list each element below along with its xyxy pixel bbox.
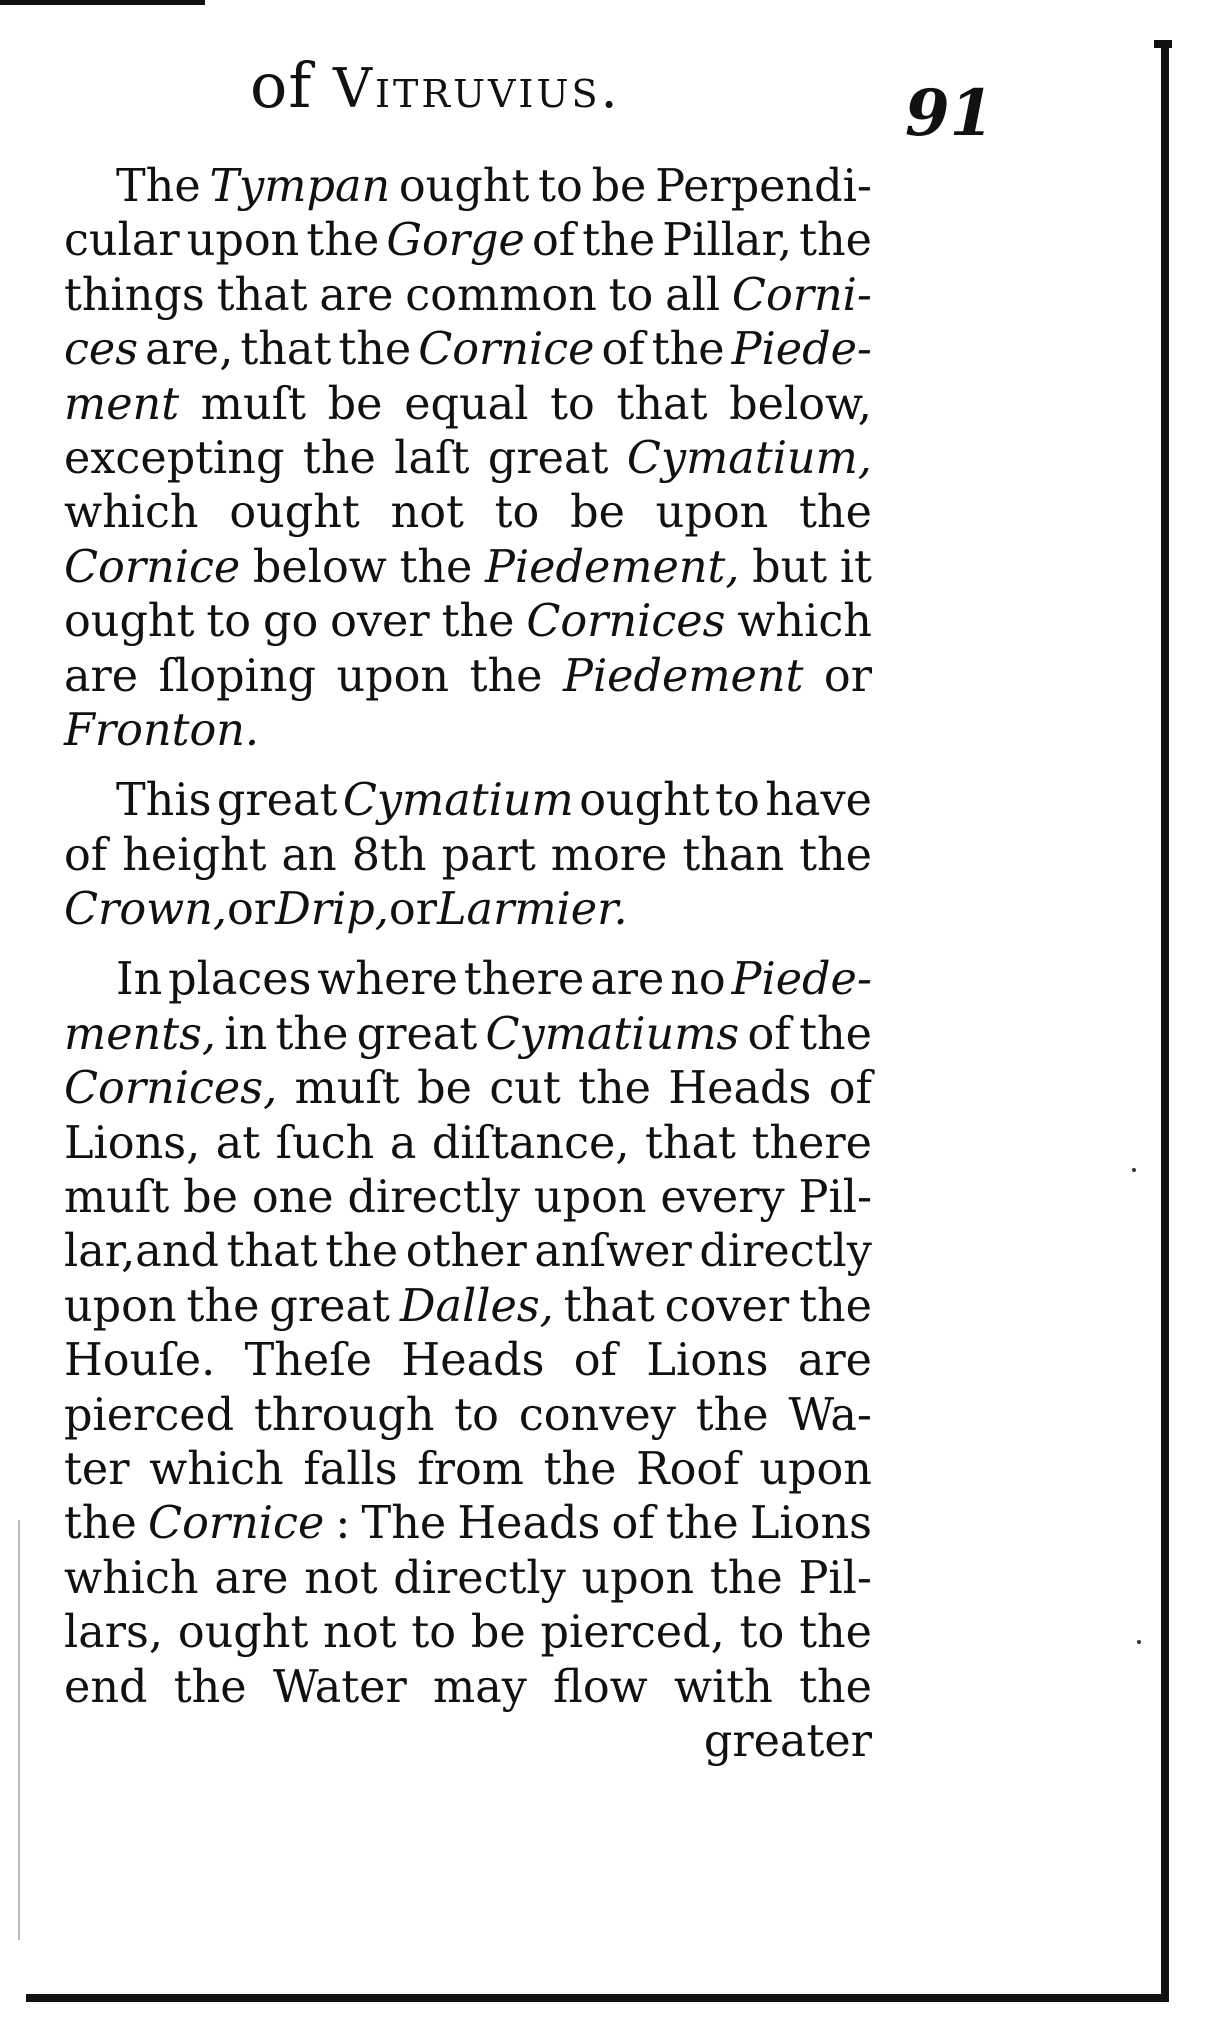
text-line: [64, 432, 872, 486]
word: from: [417, 1443, 524, 1495]
word: common: [405, 269, 597, 321]
word: directly: [393, 1552, 566, 1604]
word: Cornices,: [64, 1063, 278, 1115]
word: but: [752, 541, 828, 593]
word: Piedement: [563, 650, 804, 702]
word: The: [116, 161, 201, 212]
word: ments,: [64, 1008, 217, 1060]
word: Tympan: [209, 161, 391, 212]
word: the: [186, 1280, 260, 1332]
word: great: [356, 1008, 478, 1060]
word: the: [543, 1443, 617, 1495]
word: are: [319, 269, 394, 321]
word: directly: [347, 1172, 521, 1224]
word: the: [306, 215, 380, 267]
text-line: [64, 1552, 872, 1606]
word: great: [216, 775, 338, 827]
word: Lions,: [64, 1117, 201, 1169]
word: the: [799, 1280, 872, 1332]
text-line: [64, 1008, 872, 1062]
word: Dalles,: [399, 1280, 554, 1332]
word: the: [173, 1661, 247, 1713]
text-line: [64, 214, 872, 268]
text-line: [64, 541, 872, 595]
word: Larmier.: [437, 884, 628, 936]
word: to: [494, 487, 540, 539]
word: to: [550, 378, 595, 430]
word: in: [224, 1008, 268, 1060]
word: to: [538, 161, 583, 212]
word: lars,: [64, 1607, 164, 1659]
word: the: [399, 541, 473, 593]
right-frame-line: [1161, 40, 1169, 2000]
word: Drip,: [275, 884, 389, 936]
word: be: [570, 487, 625, 539]
text-line: [64, 704, 872, 758]
word: ought: [398, 161, 530, 212]
word: to: [411, 1607, 457, 1659]
word: Heads: [401, 1335, 545, 1387]
word: Water: [272, 1661, 407, 1713]
word: ought: [64, 596, 195, 648]
word: Corni-: [731, 269, 872, 321]
word: there: [463, 954, 585, 1006]
word: or: [388, 884, 437, 936]
text-line: [64, 595, 872, 649]
word: which: [737, 596, 872, 648]
word: Houſe.: [64, 1335, 216, 1387]
word: other: [405, 1226, 527, 1278]
word: diſtance,: [431, 1117, 630, 1169]
word: upon: [581, 1552, 695, 1604]
word: the: [325, 1226, 399, 1278]
word: ſuch: [275, 1117, 375, 1169]
word: Cornice: [418, 324, 595, 376]
word: Pillar,: [662, 215, 792, 267]
word: to: [739, 1607, 785, 1659]
word: not: [323, 1607, 397, 1659]
word: be: [327, 378, 383, 430]
word: every: [660, 1172, 785, 1224]
text-line: [64, 1062, 872, 1116]
word: Cornices: [526, 596, 726, 648]
word: are: [64, 650, 139, 702]
word: are: [214, 1552, 289, 1604]
word: The: [361, 1498, 447, 1550]
word: the: [709, 1552, 783, 1604]
word: that: [644, 1117, 736, 1169]
text-line: [64, 323, 872, 377]
word: Piedement,: [484, 541, 740, 593]
word: anſwer: [534, 1226, 692, 1278]
page-number: 91: [905, 76, 995, 151]
word: that: [240, 324, 332, 376]
word: Fronton.: [64, 704, 260, 756]
word: the: [578, 1063, 652, 1115]
word: equal: [404, 378, 529, 430]
word: Roof: [636, 1443, 740, 1495]
word: part: [441, 829, 536, 881]
word: the: [64, 1498, 137, 1550]
word: the: [275, 1008, 349, 1060]
word: the: [799, 1607, 872, 1659]
word: laſt: [394, 432, 470, 484]
text-line: [64, 1661, 872, 1715]
ink-speck: [1137, 1640, 1141, 1644]
word: flow: [553, 1661, 648, 1713]
word: of: [64, 829, 108, 881]
word: there: [751, 1117, 872, 1169]
catchword: greater: [703, 1715, 872, 1767]
word: to: [715, 775, 760, 827]
word: of: [573, 1335, 618, 1387]
word: which: [64, 1552, 199, 1604]
word: Heads: [457, 1498, 601, 1550]
word: upon: [655, 487, 769, 539]
word: cut: [489, 1063, 561, 1115]
word: may: [433, 1661, 527, 1713]
word: the: [582, 215, 656, 267]
left-faint-line: [18, 1520, 20, 1940]
text-line: [64, 883, 872, 937]
text-line: [64, 1606, 872, 1660]
header-prefix: of: [250, 49, 313, 122]
word: go: [262, 596, 319, 648]
word: the: [469, 650, 543, 702]
word: below,: [729, 378, 872, 430]
word: upon: [186, 215, 300, 267]
word: muſt: [200, 378, 306, 430]
word: it: [839, 541, 872, 593]
word: great: [487, 432, 609, 484]
word: or: [823, 650, 872, 702]
word: be: [183, 1172, 238, 1224]
word: upon: [64, 1280, 177, 1332]
text-line: [64, 650, 872, 704]
word: Piede-: [731, 954, 872, 1006]
word: ces: [64, 324, 139, 376]
word: the: [338, 324, 412, 376]
text-line: [64, 486, 872, 540]
word: muſt: [294, 1063, 400, 1115]
word: Gorge: [386, 215, 525, 267]
word: Pil-: [798, 1552, 872, 1604]
word: Theſe: [244, 1335, 373, 1387]
word: upon: [336, 650, 450, 702]
running-header: [250, 49, 621, 122]
word: no: [670, 954, 726, 1006]
word: with: [673, 1661, 773, 1713]
word: not: [390, 487, 464, 539]
word: Crown,: [64, 884, 228, 936]
word: ought: [579, 775, 710, 827]
word: 8th: [351, 829, 427, 881]
text-line: [64, 269, 872, 323]
word: Perpendi-: [655, 161, 872, 212]
word: In: [116, 954, 163, 1006]
word: Pil-: [798, 1172, 872, 1224]
word: pierced,: [540, 1607, 725, 1659]
word: upon: [759, 1443, 872, 1495]
word: a: [389, 1117, 417, 1169]
word: have: [765, 775, 872, 827]
body-text: [64, 160, 872, 1769]
text-line: [64, 953, 872, 1007]
bottom-frame-line: [26, 1994, 1169, 2002]
text-line: [64, 1225, 872, 1279]
word: of: [747, 1008, 791, 1060]
word: the: [651, 324, 725, 376]
word: the: [799, 829, 872, 881]
word: Piede-: [731, 324, 872, 376]
word: ought: [229, 487, 360, 539]
word: the: [665, 1498, 739, 1550]
word: This: [116, 775, 212, 827]
text-line: [64, 1497, 872, 1551]
word: that: [616, 378, 708, 430]
word: height: [122, 829, 267, 881]
word: end: [64, 1661, 148, 1713]
word: are,: [145, 324, 234, 376]
text-line: [64, 1389, 872, 1443]
word: Cymatium,: [626, 432, 872, 484]
word: which: [64, 487, 199, 539]
word: over: [330, 596, 430, 648]
top-rule: [0, 0, 205, 5]
word: Lions: [646, 1335, 769, 1387]
word: ment: [64, 378, 180, 430]
word: Wa-: [788, 1389, 872, 1441]
word: the: [799, 215, 872, 267]
ink-speck: [1132, 1168, 1136, 1172]
text-line: [64, 1171, 872, 1225]
word: below: [252, 541, 387, 593]
word: ſloping: [158, 650, 316, 702]
word: the: [441, 596, 515, 648]
word: of: [601, 324, 645, 376]
word: cover: [664, 1280, 790, 1332]
word: the: [799, 487, 872, 539]
word: be: [591, 161, 647, 212]
word: Lions: [749, 1498, 872, 1550]
word: ought: [177, 1607, 309, 1659]
word: convey: [518, 1389, 676, 1441]
word: cular: [64, 215, 180, 267]
text-line: [64, 1280, 872, 1334]
word: Cymatiums: [485, 1008, 740, 1060]
word: muſt: [64, 1172, 170, 1224]
word: one: [251, 1172, 334, 1224]
word: not: [304, 1552, 378, 1604]
word: to: [454, 1389, 499, 1441]
text-line: [64, 1443, 872, 1497]
text-line: [64, 774, 872, 828]
word: are: [797, 1335, 872, 1387]
word: to: [608, 269, 654, 321]
word: Cornice: [148, 1498, 325, 1550]
word: of: [828, 1063, 872, 1115]
word: the: [302, 432, 376, 484]
word: excepting: [64, 432, 285, 484]
word: at: [215, 1117, 261, 1169]
word: that: [563, 1280, 655, 1332]
word: great: [269, 1280, 390, 1332]
word: places: [168, 954, 312, 1006]
word: that: [226, 1226, 318, 1278]
word: Cornice: [64, 541, 241, 593]
text-line: [64, 1334, 872, 1388]
text-line: [64, 829, 872, 883]
header-title: Vitruvius.: [333, 57, 621, 120]
text-line: [64, 160, 872, 214]
word: Cymatium: [342, 775, 574, 827]
word: the: [695, 1389, 769, 1441]
word: are: [590, 954, 665, 1006]
word: upon: [533, 1172, 647, 1224]
word: be: [417, 1063, 472, 1115]
word: through: [253, 1389, 435, 1441]
word: of: [611, 1498, 655, 1550]
word: more: [550, 829, 668, 881]
word: ter: [64, 1443, 130, 1495]
word: pierced: [64, 1389, 235, 1441]
word: where: [317, 954, 459, 1006]
word: to: [206, 596, 252, 648]
word: the: [799, 1661, 872, 1713]
word: falls: [303, 1443, 398, 1495]
word: :: [335, 1498, 351, 1550]
word: lar,and: [64, 1226, 219, 1278]
word: Heads: [668, 1063, 812, 1115]
word: than: [682, 829, 785, 881]
word: be: [470, 1607, 526, 1659]
word: directly: [699, 1226, 872, 1278]
word: an: [281, 829, 337, 881]
word: of: [531, 215, 576, 267]
text-line: [64, 1117, 872, 1171]
text-line: [64, 378, 872, 432]
word: or: [227, 884, 276, 936]
word: which: [149, 1443, 284, 1495]
word: that: [216, 269, 308, 321]
word: all: [665, 269, 721, 321]
word: things: [64, 269, 205, 321]
word: the: [799, 1008, 872, 1060]
catchword-line: [64, 1715, 872, 1769]
